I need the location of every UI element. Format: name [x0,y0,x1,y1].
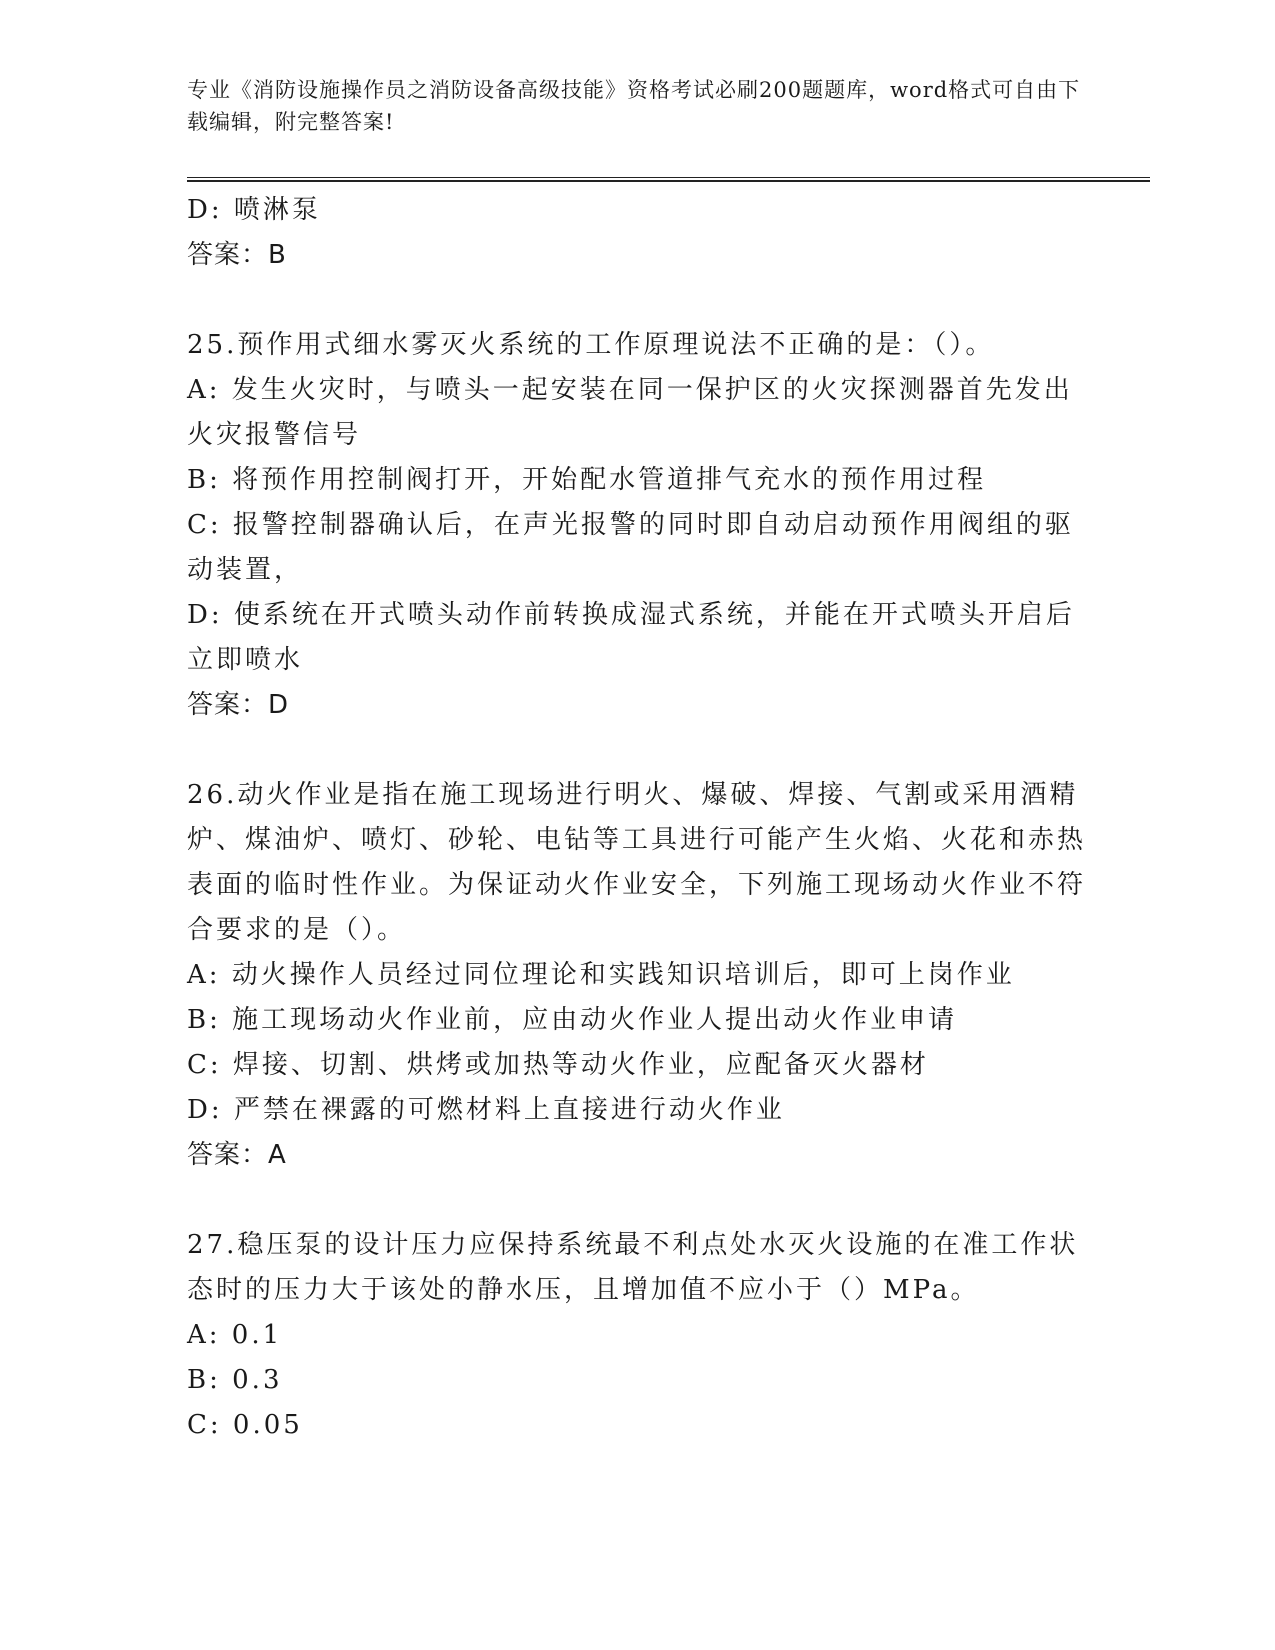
option-a: A: 0.1 [187,1320,283,1350]
option-d: D: 严禁在裸露的可燃材料上直接进行动火作业 [187,1095,785,1125]
spacer [187,728,1087,773]
question-content [187,188,1087,1448]
question-stem: 26.动火作业是指在施工现场进行明火、爆破、焊接、气割或采用酒精炉、煤油炉、喷灯、砂轮、电钻等工具进行可能产生火焰、火花和赤热表面的临时性作业。为保证动火作业安全，下列施工现场动火作业不符合要求的是（）。 [187,780,1087,945]
option-a: A: 动火操作人员经过同位理论和实践知识培训后，即可上岗作业 [187,960,1015,990]
option-b: B: 0.3 [187,1365,283,1395]
option-c: C: 报警控制器确认后，在声光报警的同时即自动启动预作用阀组的驱动装置， [187,510,1074,585]
option-b: B: 将预作用控制阀打开，开始配水管道排气充水的预作用过程 [187,465,987,495]
answer: 答案：D [187,690,290,720]
option-b: B: 施工现场动火作业前，应由动火作业人提出动火作业申请 [187,1005,958,1035]
prev-answer: 答案：B [187,240,287,270]
spacer [187,278,1087,323]
question-stem: 27.稳压泵的设计压力应保持系统最不利点处水灭火设施的在准工作状态时的压力大于该处的静水压，且增加值不应小于（）MPa。 [187,1230,1079,1305]
prev-option-d: D: 喷淋泵 [187,195,321,225]
option-a: A: 发生火灾时，与喷头一起安装在同一保护区的火灾探测器首先发出火灾报警信号 [187,375,1073,450]
question-26 [187,773,1087,1178]
option-c: C: 焊接、切割、烘烤或加热等动火作业，应配备灭火器材 [187,1050,929,1080]
question-25 [187,323,1087,728]
question-stem: 25.预作用式细水雾灭火系统的工作原理说法不正确的是：（）。 [187,330,995,360]
option-d: D: 使系统在开式喷头动作前转换成湿式系统，并能在开式喷头开启后立即喷水 [187,600,1075,675]
question-27 [187,1223,1087,1448]
answer: 答案：A [187,1140,287,1170]
header-divider [187,177,1150,182]
option-c: C: 0.05 [187,1410,303,1440]
spacer [187,1178,1087,1223]
page-header: 专业《消防设施操作员之消防设备高级技能》资格考试必刷200题题库，word格式可自由下载编辑，附完整答案! [187,78,1081,134]
